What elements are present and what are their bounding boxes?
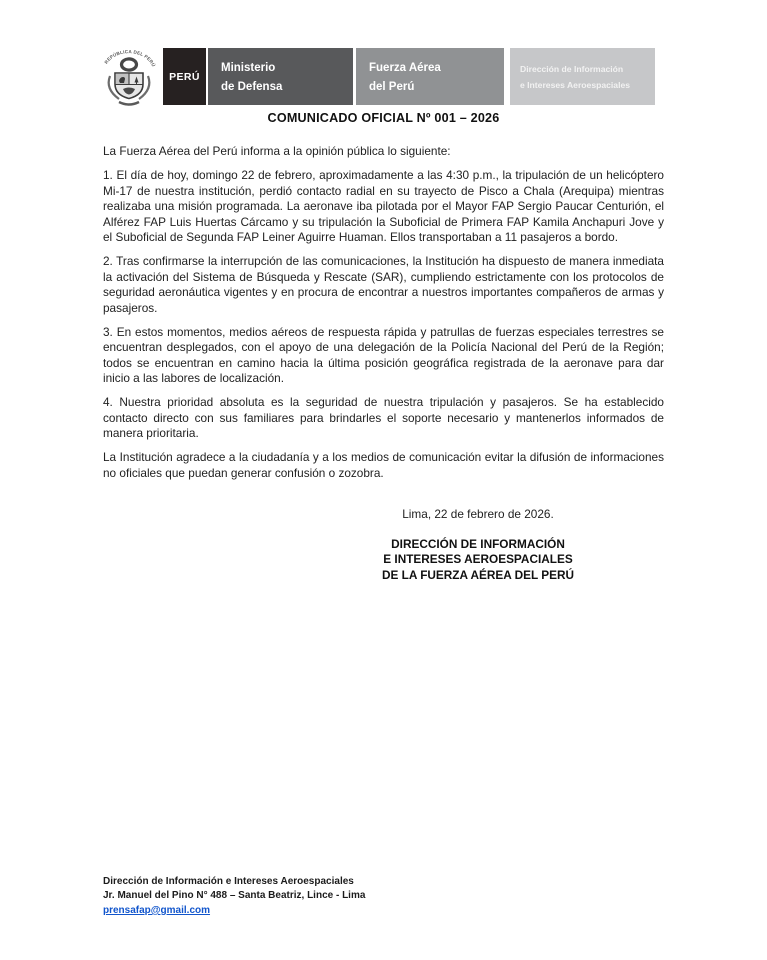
signature-line-3: DE LA FUERZA AÉREA DEL PERÚ (381, 567, 575, 582)
brand-block-ministerio-defensa (208, 48, 353, 105)
paragraph-4: 4. Nuestra prioridad absoluta es la seguridad de nuestra tripulación y pasajeros. Se ha establecido contacto directo con sus familiares para brindarles el soporte necesario y mantenerlos informados de manera prioritaria. (103, 395, 664, 440)
paragraph-3: 3. En estos momentos, medios aéreos de respuesta rápida y patrullas de fuerzas especiales terrestres se encuentran desplegados, con el apoyo de una delegación de la Policía Nacional del Perú de la Región; todos se encuentran en camino hacia la última posición geográfica registrada de la aeronave para dar inicio a las labores de localización. (103, 324, 664, 385)
footer-email-link[interactable]: prensafap@gmail.com (103, 904, 211, 916)
ministerio-line-2: de Defensa (221, 81, 283, 93)
date-line: Lima, 22 de febrero de 2026. (402, 507, 554, 521)
signature-lines (328, 537, 628, 584)
brand-peru-label: PERÚ (169, 70, 200, 83)
signature-block (328, 507, 628, 583)
fap-line-1: Fuerza Aérea (369, 62, 441, 74)
fap-line-2: del Perú (369, 81, 415, 93)
closing-paragraph: La Institución agradece a la ciudadanía y a los medios de comunicación evitar la difusión de informaciones no oficiales que puedan generar confusión o zozobra. (103, 450, 664, 480)
paragraph-1: 1. El día de hoy, domingo 22 de febrero, aproximadamente a las 4:30 p.m., la tripulación de un helicóptero Mi-17 de nuestra institución, perdió contacto radial en su trayecto de Pisco a Chala (Arequipa) mientras realizaba una misión programada. La aeronave iba pilotada por el Mayor FAP Sergio Paucar Centurión, el Alférez FAP Luis Huertas Cárcamo y su tripulación la Suboficial de Primera FAP Kamila Anchapuri Jove y el Suboficial de Segunda FAP Leiner Aguirre Huaman. Ellos transportaban a 11 pasajeros a bordo. (103, 168, 664, 244)
signature-line-1: DIRECCIÓN DE INFORMACIÓN (391, 536, 565, 551)
document-title: COMUNICADO OFICIAL Nº 001 – 2026 (267, 111, 500, 125)
signature-line-2: E INTERESES AEROESPACIALES (383, 552, 573, 567)
paragraph-2: 2. Tras confirmarse la interrupción de las comunicaciones, la Institución ha dispuesto de manera inmediata la activación del Sistema de Búsqueda y Rescate (SAR), cumpliendo estrictamente con los protocolos de seguridad aeronáutica vigentes y en procura de encontrar a nuestros importantes compañeros de armas y pasajeros. (103, 254, 664, 315)
footer-org: Dirección de Información e Intereses Aeroespaciales (103, 876, 354, 887)
footer-address: Jr. Manuel del Pino N° 488 – Santa Beatriz, Lince - Lima (103, 890, 366, 902)
brand-block-direccion-informacion (510, 48, 655, 105)
brand-block-fuerza-aerea (356, 48, 504, 105)
direccion-line-2: e Intereses Aeroespaciales (520, 80, 631, 90)
ministerio-line-1: Ministerio (221, 62, 276, 74)
peru-coat-of-arms-icon (99, 44, 159, 108)
direccion-line-1: Dirección de Información (520, 64, 624, 74)
coat-crown (122, 59, 137, 70)
coat-arched-label: REPÚBLICA DEL PERÚ (103, 49, 157, 68)
document-body (103, 144, 664, 583)
brand-block-peru (163, 48, 206, 105)
intro-line: La Fuerza Aérea del Perú informa a la opinión pública lo siguiente: (103, 144, 451, 158)
footer-contact (103, 875, 365, 918)
